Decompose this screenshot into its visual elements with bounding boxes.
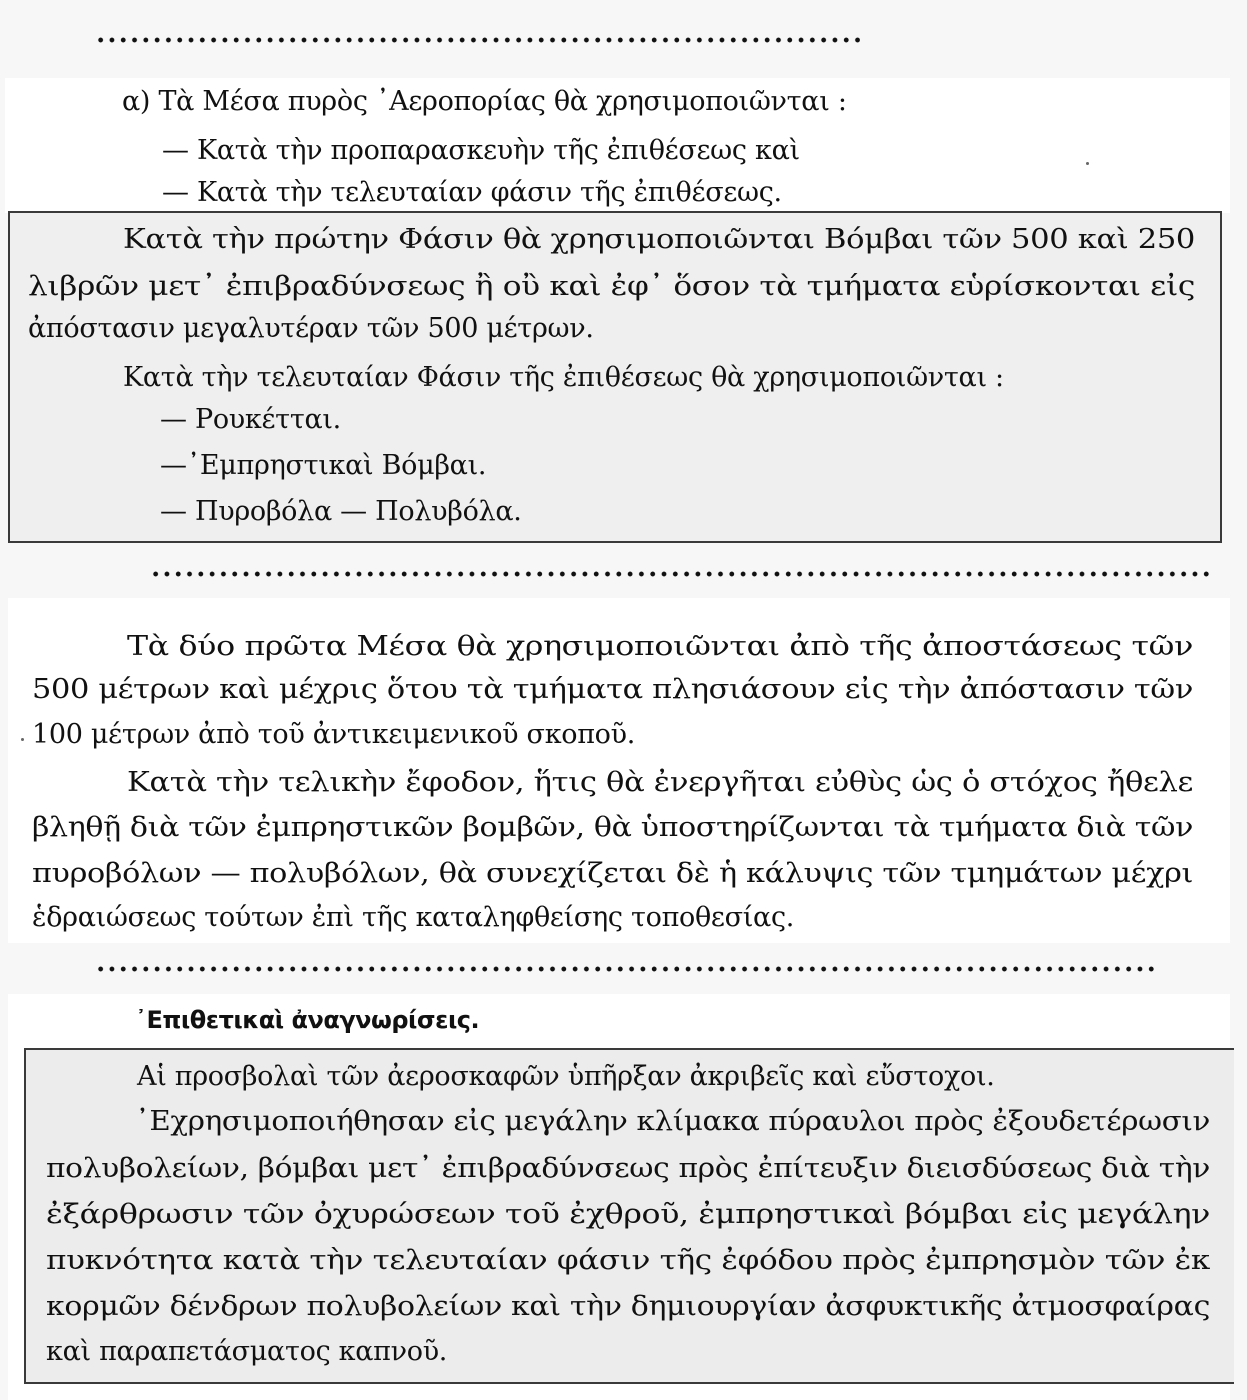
box1-para2-intro: Κατὰ τὴν τελευταίαν Φάσιν τῆς ἐπιθέσεως θὰ χρησιμοποιῶνται : xyxy=(123,362,1004,393)
dotted-separator xyxy=(95,37,860,43)
box2-line: κορμῶν δένδρων πολυβολείων καὶ τὴν δημιουργίαν ἀσφυκτικῆς ἀτμοσφαίρας xyxy=(46,1291,1211,1322)
section-a-intro: α) Τὰ Μέσα πυρὸς ᾽Αεροπορίας θὰ χρησιμοποιῶνται : xyxy=(122,86,847,117)
box2-line: Αἱ προσβολαὶ τῶν ἀεροσκαφῶν ὑπῆρξαν ἀκριβεῖς καὶ εὔστοχοι. xyxy=(137,1061,995,1092)
box1-para1-line: Κατὰ τὴν πρώτην Φάσιν θὰ χρησιμοποιῶνται Βόμβαι τῶν 500 καὶ 250 xyxy=(123,224,1196,255)
box2-line: πολυβολείων, βόμβαι μετ᾽ ἐπιβραδύνσεως πρὸς ἐπίτευξιν διεισδύσεως διὰ τὴν xyxy=(46,1153,1211,1184)
box1-item: — Πυροβόλα — Πολυβόλα. xyxy=(160,496,522,527)
section-heading: ᾽Επιθετικαὶ ἀναγνωρίσεις. xyxy=(135,1006,480,1034)
scan-speck xyxy=(21,738,24,741)
section-a-item: — Κατὰ τὴν προπαρασκευὴν τῆς ἐπιθέσεως καὶ xyxy=(162,135,800,166)
box2-line: ᾽Εχρησιμοποιήθησαν εἰς μεγάλην κλίμακα πύραυλοι πρὸς ἐξουδετέρωσιν xyxy=(135,1106,1210,1137)
section-b-para2-line: ἑδραιώσεως τούτων ἐπὶ τῆς καταληφθείσης τοποθεσίας. xyxy=(32,902,795,933)
section-b-para1-line: Τὰ δύο πρῶτα Μέσα θὰ χρησιμοποιῶνται ἀπὸ τῆς ἀποστάσεως τῶν xyxy=(127,631,1193,662)
scan-speck xyxy=(1086,162,1089,165)
section-b-para2-line: πυροβόλων — πολυβόλων, θὰ συνεχίζεται δὲ ἡ κάλυψις τῶν τμημάτων μέχρι xyxy=(32,858,1194,889)
dotted-separator xyxy=(95,966,1157,972)
section-b-para1-line: 500 μέτρων καὶ μέχρις ὅτου τὰ τμήματα πλησιάσουν εἰς τὴν ἀπόστασιν τῶν xyxy=(32,674,1194,705)
section-a-item: — Κατὰ τὴν τελευταίαν φάσιν τῆς ἐπιθέσεως. xyxy=(162,177,782,208)
box2-line: πυκνότητα κατὰ τὴν τελευταίαν φάσιν τῆς ἐφόδου πρὸς ἐμπρησμὸν τῶν ἐκ xyxy=(46,1245,1210,1276)
box2-line: ἐξάρθρωσιν τῶν ὀχυρώσεων τοῦ ἐχθροῦ, ἐμπρηστικαὶ βόμβαι εἰς μεγάλην xyxy=(46,1199,1210,1230)
section-b-para1-line: 100 μέτρων ἀπὸ τοῦ ἀντικειμενικοῦ σκοποῦ. xyxy=(32,719,636,750)
box1-para1-line: λιβρῶν μετ᾽ ἐπιβραδύνσεως ἢ οὒ καὶ ἐφ᾽ ὅσον τὰ τμήματα εὑρίσκονται εἰς xyxy=(28,271,1195,302)
section-b-para2-line: βληθῇ διὰ τῶν ἐμπρηστικῶν βομβῶν, θὰ ὑποστηρίζωνται τὰ τμήματα διὰ τῶν xyxy=(32,812,1194,843)
box1-item: —᾽Εμπρηστικαὶ Βόμβαι. xyxy=(160,450,487,481)
box1-item: — Ρουκέτται. xyxy=(160,404,341,435)
dotted-separator xyxy=(150,571,1212,577)
box1-para1-line: ἀπόστασιν μεγαλυτέραν τῶν 500 μέτρων. xyxy=(28,313,594,344)
box2-line: καὶ παραπετάσματος καπνοῦ. xyxy=(46,1336,448,1367)
section-b-para2-line: Κατὰ τὴν τελικὴν ἔφοδον, ἥτις θὰ ἐνεργῆται εὐθὺς ὡς ὁ στόχος ἤθελε xyxy=(127,767,1194,798)
